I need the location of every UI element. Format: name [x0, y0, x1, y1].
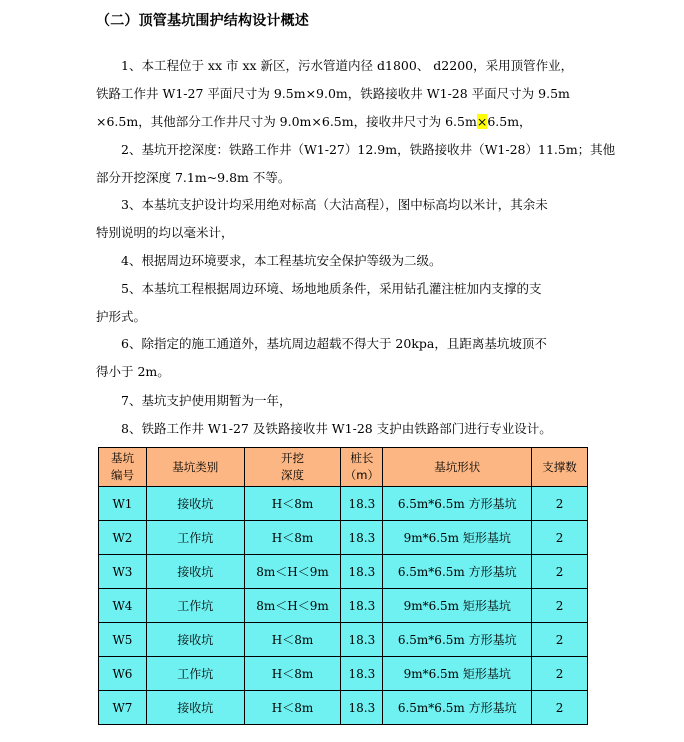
paragraph-3: [96, 191, 590, 247]
table-row: [99, 521, 588, 555]
paragraph-line: 8、铁路工作井 W1-27 及铁路接收井 W1-28 支护由铁路部门进行专业设计。: [121, 421, 552, 436]
table-cell: 接收坑: [146, 487, 244, 521]
paragraph-line: 4、根据周边环境要求，本工程基坑安全保护等级为二级。: [121, 253, 442, 268]
paragraph-4: [96, 247, 590, 275]
highlighted-character[interactable]: ×: [476, 114, 488, 129]
table-cell: 6.5m*6.5m 方形基坑: [383, 691, 532, 725]
table-cell: W5: [99, 623, 147, 657]
paragraph-line: 1、本工程位于 xx 市 xx 新区，污水管道内径 d1800、 d2200，采用顶管作业，: [121, 58, 574, 73]
section-heading: （二）顶管基坑围护结构设计概述: [96, 13, 309, 29]
table-cell: W2: [99, 521, 147, 555]
table-cell: 工作坑: [146, 657, 244, 691]
table-cell: 18.3: [341, 521, 383, 555]
table-cell: 2: [532, 555, 588, 589]
table-cell: W4: [99, 589, 147, 623]
table-cell: 18.3: [341, 487, 383, 521]
table-row: [99, 623, 588, 657]
table-cell: 2: [532, 521, 588, 555]
paragraph-text: 6.5m，: [487, 114, 532, 129]
paragraph-line: 护形式。: [96, 309, 147, 324]
paragraph-line: [96, 108, 590, 136]
table-row: [99, 589, 588, 623]
table-cell: 2: [532, 691, 588, 725]
header-support-count: 支撑数: [532, 448, 588, 487]
table-cell: 18.3: [341, 589, 383, 623]
table-cell: W1: [99, 487, 147, 521]
table-cell: 2: [532, 589, 588, 623]
table-cell: 8m＜H＜9m: [244, 555, 341, 589]
header-pit-type: 基坑类别: [146, 448, 244, 487]
table-cell: 8m＜H＜9m: [244, 589, 341, 623]
table-cell: 6.5m*6.5m 方形基坑: [383, 623, 532, 657]
paragraph-2: [96, 136, 616, 192]
paragraph-line: 部分开挖深度 7.1m~9.8m 不等。: [96, 170, 291, 185]
table-cell: 工作坑: [146, 521, 244, 555]
table-cell: 工作坑: [146, 589, 244, 623]
paragraph-line: 得小于 2m。: [96, 364, 170, 379]
table-row: [99, 657, 588, 691]
paragraph-6: [96, 330, 590, 386]
table-cell: 2: [532, 657, 588, 691]
table-row: [99, 487, 588, 521]
table-cell: 9m*6.5m 矩形基坑: [383, 657, 532, 691]
table-cell: 18.3: [341, 657, 383, 691]
table-row: [99, 691, 588, 725]
paragraph-line: 3、本基坑支护设计均采用绝对标高（大沽高程），图中标高均以米计，其余未: [121, 197, 548, 212]
table-cell: H＜8m: [244, 521, 341, 555]
paragraph-5: [96, 275, 590, 331]
header-excavation-depth: 开挖 深度: [244, 448, 341, 487]
table-cell: 18.3: [341, 623, 383, 657]
table-cell: 6.5m*6.5m 方形基坑: [383, 487, 532, 521]
pit-summary-table: [98, 447, 588, 725]
header-pile-length: 桩长 （m）: [341, 448, 383, 487]
table-cell: W3: [99, 555, 147, 589]
table-cell: H＜8m: [244, 487, 341, 521]
table-cell: H＜8m: [244, 691, 341, 725]
table-cell: 2: [532, 623, 588, 657]
table-cell: 2: [532, 487, 588, 521]
paragraph-line: 5、本基坑工程根据周边环境、场地地质条件，采用钻孔灌注桩加内支撑的支: [121, 281, 542, 296]
table-cell: H＜8m: [244, 657, 341, 691]
paragraph-7: [96, 387, 590, 415]
table-cell: 接收坑: [146, 623, 244, 657]
table-cell: 18.3: [341, 555, 383, 589]
table-header-row: [99, 448, 588, 487]
paragraph-line: 特别说明的均以毫米计，: [96, 225, 234, 240]
table-cell: W7: [99, 691, 147, 725]
paragraph-text: ×6.5m，其他部分工作井尺寸为 9.0m×6.5m，接收井尺寸为 6.5m: [96, 114, 477, 129]
table-cell: W6: [99, 657, 147, 691]
table-cell: 接收坑: [146, 555, 244, 589]
table-cell: 接收坑: [146, 691, 244, 725]
table-row: [99, 555, 588, 589]
table-cell: 9m*6.5m 矩形基坑: [383, 521, 532, 555]
table-cell: 9m*6.5m 矩形基坑: [383, 589, 532, 623]
paragraph-1: [96, 52, 590, 136]
paragraph-line: 6、除指定的施工通道外，基坑周边超载不得大于 20kpa，且距离基坑坡顶不: [121, 336, 547, 351]
paragraph-8: [96, 415, 590, 443]
header-pit-shape: 基坑形状: [383, 448, 532, 487]
table-cell: 6.5m*6.5m 方形基坑: [383, 555, 532, 589]
table-cell: 18.3: [341, 691, 383, 725]
paragraph-line: 2、基坑开挖深度：铁路工作井（W1-27）12.9m，铁路接收井（W1-28）11.5m；其他: [121, 142, 616, 157]
header-pit-number: 基坑 编号: [99, 448, 147, 487]
table-cell: H＜8m: [244, 623, 341, 657]
paragraph-line: 7、基坑支护使用期暂为一年，: [121, 393, 292, 408]
paragraph-line: 铁路工作井 W1-27 平面尺寸为 9.5m×9.0m，铁路接收井 W1-28 平面尺寸为 9.5m: [96, 86, 570, 101]
